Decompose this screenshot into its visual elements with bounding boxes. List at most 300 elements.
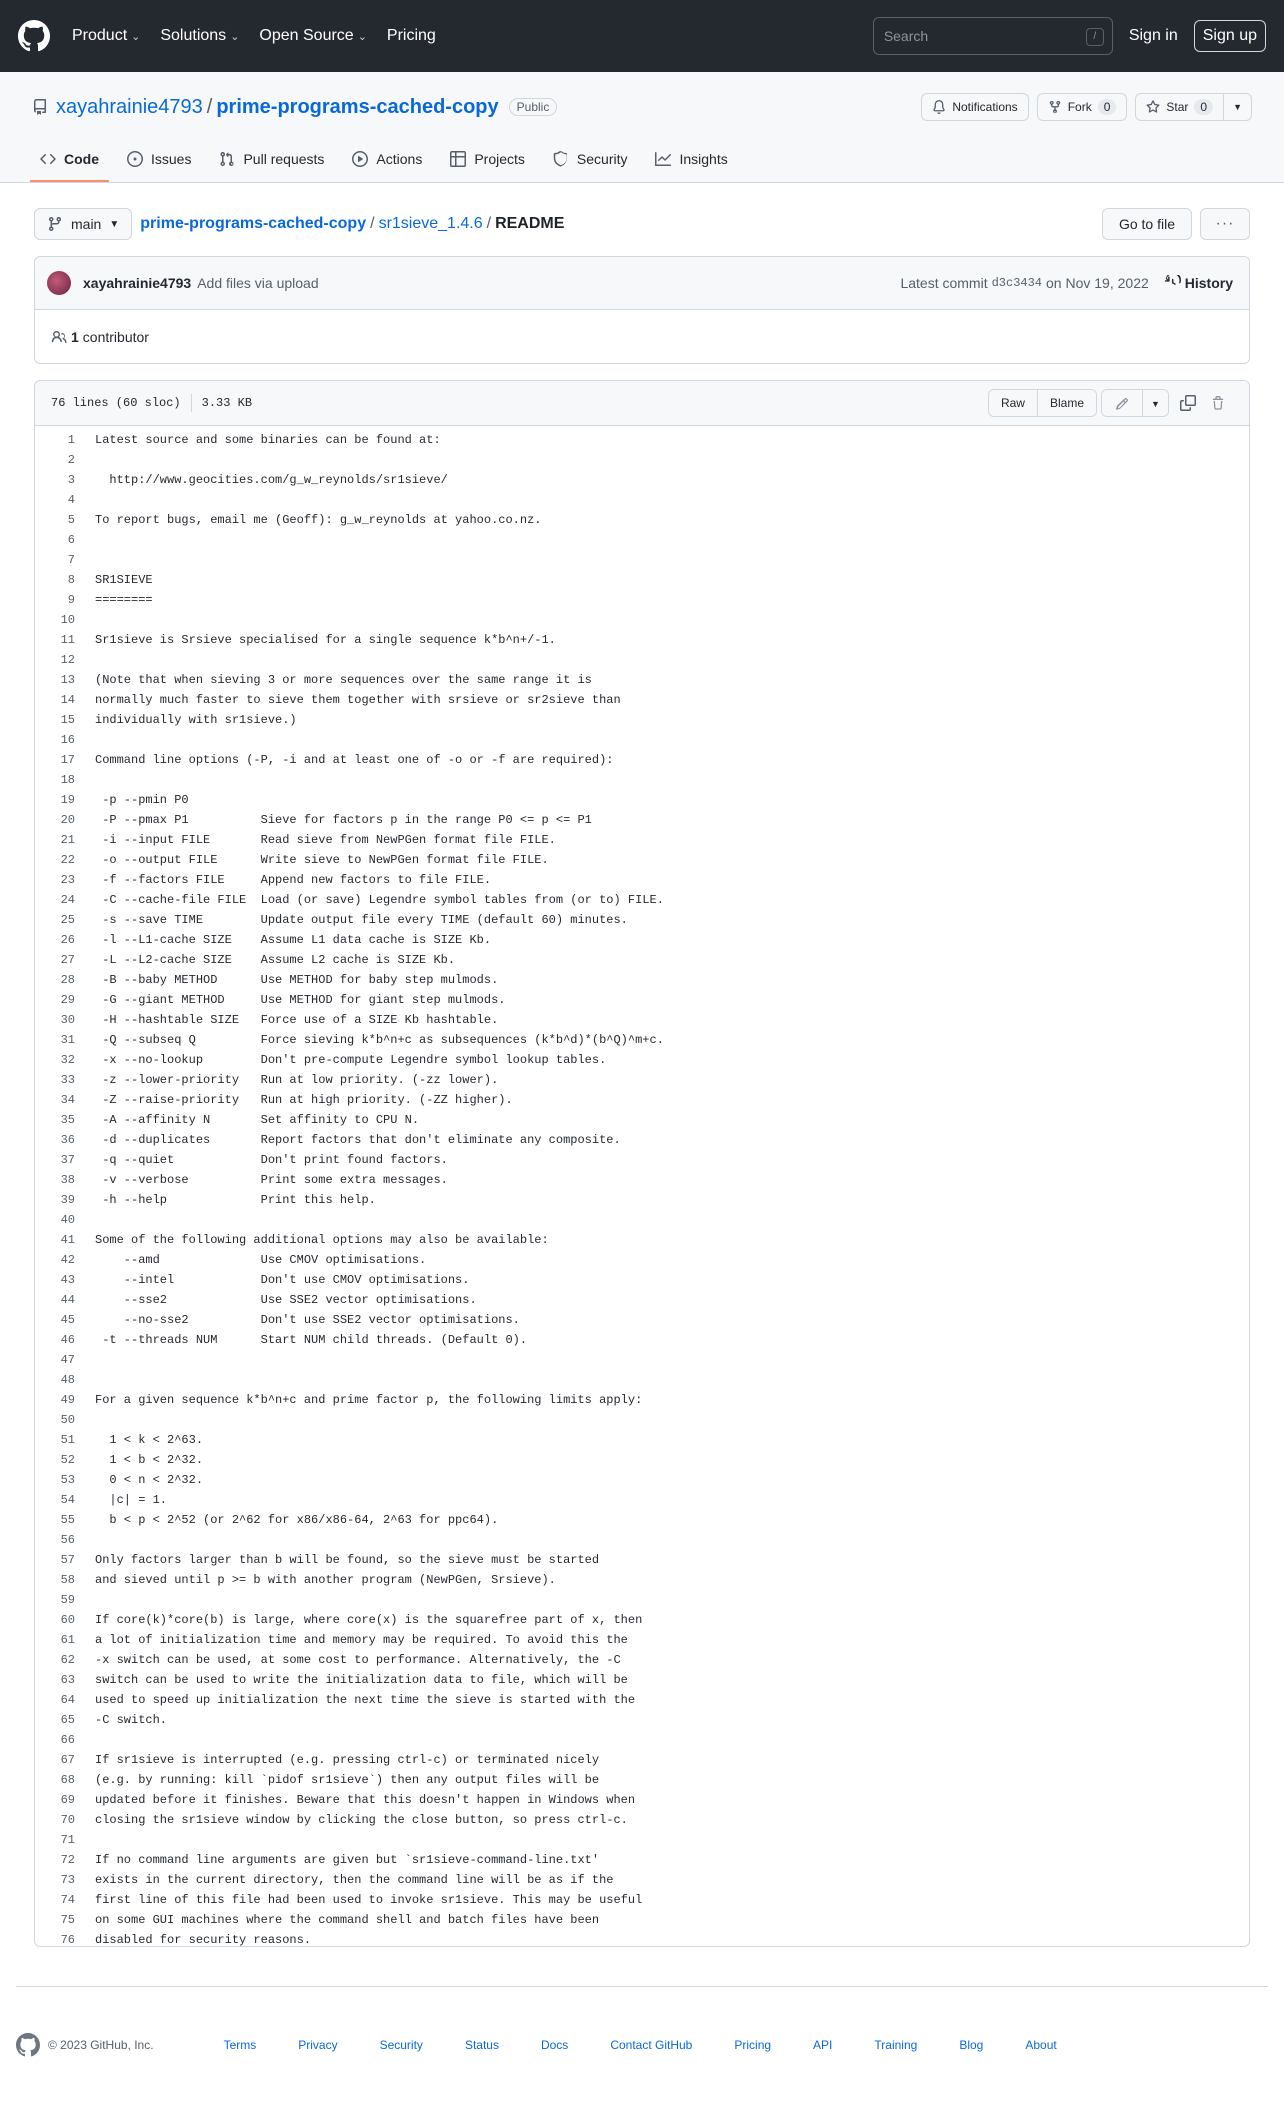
code-line xyxy=(35,930,1249,950)
edit-button[interactable] xyxy=(1102,390,1142,417)
line-text: If no command line arguments are given but `sr1sieve-command-line.txt' xyxy=(95,1853,600,1867)
line-text: -v --verbose Print some extra messages. xyxy=(95,1173,448,1187)
code-line xyxy=(35,1530,1249,1550)
line-text xyxy=(75,730,95,750)
line-number[interactable]: 44 xyxy=(60,1293,75,1307)
line-number[interactable]: 34 xyxy=(60,1093,75,1107)
caret-down-icon: ▼ xyxy=(1151,399,1160,409)
caret-down-icon: ▼ xyxy=(1233,102,1242,112)
line-text: -Z --raise-priority Run at high priority. (-ZZ higher). xyxy=(95,1093,513,1107)
file-info xyxy=(51,394,252,412)
line-number[interactable]: 66 xyxy=(60,1733,75,1747)
line-text: --amd Use CMOV optimisations. xyxy=(95,1253,427,1267)
line-text: -z --lower-priority Run at low priority. (-zz lower). xyxy=(95,1073,499,1087)
line-text: -h --help Print this help. xyxy=(95,1193,376,1207)
line-number[interactable]: 51 xyxy=(60,1433,75,1447)
code-line xyxy=(35,1250,1249,1270)
play-icon xyxy=(352,151,368,167)
copy-icon xyxy=(1180,395,1196,411)
footer-link-docs[interactable]: Docs xyxy=(540,2038,569,2052)
star-group xyxy=(1135,93,1252,121)
footer-copyright: © 2023 GitHub, Inc. xyxy=(48,2038,154,2052)
commit-author-link[interactable]: xayahrainie4793 xyxy=(83,275,192,291)
line-number[interactable]: 22 xyxy=(60,853,75,867)
line-text: -C switch. xyxy=(95,1713,168,1727)
line-text: -H --hashtable SIZE Force use of a SIZE Kb hashtable. xyxy=(95,1013,499,1027)
caret-down-icon: ▼ xyxy=(109,218,120,230)
code-line xyxy=(35,1630,1249,1650)
line-number[interactable]: 42 xyxy=(60,1253,75,1267)
pull-request-icon xyxy=(219,151,235,167)
code-line xyxy=(35,1430,1249,1450)
code-line xyxy=(35,770,1249,790)
code-line xyxy=(35,1390,1249,1410)
line-number[interactable]: 28 xyxy=(60,973,75,987)
line-text: -l --L1-cache SIZE Assume L1 data cache is SIZE Kb. xyxy=(95,933,492,947)
code-line xyxy=(35,970,1249,990)
line-number[interactable]: 35 xyxy=(60,1113,75,1127)
code-line xyxy=(35,1850,1249,1870)
footer-row xyxy=(16,2033,1268,2057)
line-number[interactable]: 75 xyxy=(60,1913,75,1927)
footer-link-training[interactable]: Training xyxy=(874,2038,918,2052)
line-number[interactable]: 50 xyxy=(60,1413,75,1427)
line-text: --sse2 Use SSE2 vector optimisations. xyxy=(95,1293,477,1307)
code-line xyxy=(35,1510,1249,1530)
line-number[interactable]: 70 xyxy=(60,1813,75,1827)
line-text: To report bugs, email me (Geoff): g_w_reynolds at yahoo.co.nz. xyxy=(95,513,542,527)
line-text: Sr1sieve is Srsieve specialised for a single sequence k*b^n+/-1. xyxy=(95,633,556,647)
line-number[interactable]: 36 xyxy=(60,1133,75,1147)
line-text: updated before it finishes. Beware that this doesn't happen in Windows when xyxy=(95,1793,636,1807)
line-number[interactable]: 48 xyxy=(60,1373,75,1387)
star-button[interactable]: Star 0 xyxy=(1135,93,1224,121)
code-line xyxy=(35,710,1249,730)
history-icon xyxy=(1165,275,1181,291)
code-line xyxy=(35,490,1249,510)
branch-icon xyxy=(47,216,63,232)
line-number[interactable]: 47 xyxy=(60,1353,75,1367)
line-text: disabled for security reasons. xyxy=(95,1933,312,1947)
tab-issues[interactable]: Issues xyxy=(117,136,201,182)
code-line xyxy=(35,630,1249,650)
github-logo-icon[interactable] xyxy=(18,20,50,52)
delete-button[interactable] xyxy=(1203,389,1233,417)
footer-link-pricing[interactable]: Pricing xyxy=(734,2038,772,2052)
line-text xyxy=(75,1830,95,1850)
line-text: 1 < b < 2^32. xyxy=(95,1453,204,1467)
people-icon xyxy=(51,329,67,345)
line-text: -G --giant METHOD Use METHOD for giant step mulmods. xyxy=(95,993,506,1007)
line-text: -Q --subseq Q Force sieving k*b^n+c as subsequences (k*b^d)*(b^Q)^m+c. xyxy=(95,1033,664,1047)
line-text: a lot of initialization time and memory may be required. To avoid this the xyxy=(95,1633,628,1647)
line-text xyxy=(75,650,95,670)
code-line xyxy=(35,470,1249,490)
code-line xyxy=(35,1290,1249,1310)
line-number[interactable]: 49 xyxy=(60,1393,75,1407)
line-number[interactable]: 62 xyxy=(60,1653,75,1667)
line-text: If core(k)*core(b) is large, where core(x) is the squarefree part of x, then xyxy=(95,1613,643,1627)
line-number[interactable]: 37 xyxy=(60,1153,75,1167)
line-number[interactable]: 55 xyxy=(60,1513,75,1527)
line-text: -o --output FILE Write sieve to NewPGen format file FILE. xyxy=(95,853,549,867)
line-number[interactable]: 8 xyxy=(67,573,75,587)
line-number[interactable]: 16 xyxy=(60,733,75,747)
line-number[interactable]: 7 xyxy=(67,553,75,567)
line-text: -f --factors FILE Append new factors to file FILE. xyxy=(95,873,492,887)
line-number[interactable]: 40 xyxy=(60,1213,75,1227)
tab-code[interactable]: Code xyxy=(30,136,109,182)
line-number[interactable]: 71 xyxy=(60,1833,75,1847)
visibility-badge: Public xyxy=(509,98,558,116)
github-logo-icon[interactable] xyxy=(16,2033,40,2057)
code-line xyxy=(35,1210,1249,1230)
line-number[interactable]: 72 xyxy=(60,1853,75,1867)
line-number[interactable]: 29 xyxy=(60,993,75,1007)
line-number[interactable]: 39 xyxy=(60,1193,75,1207)
code-line xyxy=(35,1470,1249,1490)
line-text: SR1SIEVE xyxy=(95,573,153,587)
line-text: ======== xyxy=(95,593,153,607)
line-text: 0 < n < 2^32. xyxy=(95,1473,204,1487)
file-navigation xyxy=(34,207,1250,241)
file-size: 3.33 KB xyxy=(201,396,253,410)
code-line xyxy=(35,730,1249,750)
notifications-button[interactable]: Notifications xyxy=(921,93,1028,121)
code-line xyxy=(35,570,1249,590)
line-number[interactable]: 17 xyxy=(60,753,75,767)
code-line xyxy=(35,1350,1249,1370)
line-text xyxy=(75,1410,95,1430)
line-number[interactable]: 10 xyxy=(60,613,75,627)
repo-actions xyxy=(913,93,1252,121)
line-number[interactable]: 64 xyxy=(60,1693,75,1707)
line-text: 1 < k < 2^63. xyxy=(95,1433,204,1447)
repo-icon xyxy=(32,99,48,115)
code-line xyxy=(35,1650,1249,1670)
code-line xyxy=(35,810,1249,830)
code-line xyxy=(35,1590,1249,1610)
avatar[interactable] xyxy=(47,271,71,295)
go-to-file-button[interactable]: Go to file xyxy=(1102,208,1192,240)
line-number[interactable]: 58 xyxy=(60,1573,75,1587)
line-number[interactable]: 60 xyxy=(60,1613,75,1627)
line-number[interactable]: 38 xyxy=(60,1173,75,1187)
code-line xyxy=(35,1170,1249,1190)
code-line xyxy=(35,1930,1249,1947)
code-line xyxy=(35,1490,1249,1510)
footer-link-terms[interactable]: Terms xyxy=(223,2038,257,2052)
line-text: -p --pmin P0 xyxy=(95,793,189,807)
edit-dropdown-button[interactable] xyxy=(1142,390,1168,417)
repo-title-row xyxy=(32,92,1252,122)
line-number[interactable]: 2 xyxy=(67,453,75,467)
line-number[interactable]: 73 xyxy=(60,1873,75,1887)
code-line xyxy=(35,1330,1249,1350)
code-line xyxy=(35,1270,1249,1290)
line-number[interactable]: 25 xyxy=(60,913,75,927)
code-line xyxy=(35,1710,1249,1730)
code-line xyxy=(35,530,1249,550)
line-text xyxy=(75,770,95,790)
code-line xyxy=(35,1370,1249,1390)
fork-button[interactable]: Fork 0 xyxy=(1037,93,1128,121)
commit-sha-link[interactable]: d3c3434 xyxy=(991,276,1043,290)
chevron-down-icon: ⌄ xyxy=(357,30,367,43)
line-text: -P --pmax P1 Sieve for factors p in the range P0 <= p <= P1 xyxy=(95,813,592,827)
blame-button[interactable]: Blame xyxy=(1037,390,1096,416)
line-number[interactable]: 31 xyxy=(60,1033,75,1047)
search-input[interactable]: Search / xyxy=(873,17,1113,55)
line-text: and sieved until p >= b with another program (NewPGen, Srsieve). xyxy=(95,1573,556,1587)
nav-open-source[interactable]: Open Source ⌄ xyxy=(259,27,367,44)
raw-button[interactable]: Raw xyxy=(989,390,1037,416)
latest-commit-bar xyxy=(35,257,1249,310)
line-text: For a given sequence k*b^n+c and prime factor p, the following limits apply: xyxy=(95,1393,643,1407)
code-line xyxy=(35,1130,1249,1150)
line-text: closing the sr1sieve window by clicking the close button, so press ctrl-c. xyxy=(95,1813,628,1827)
line-number[interactable]: 13 xyxy=(60,673,75,687)
line-text: on some GUI machines where the command shell and batch files have been xyxy=(95,1913,600,1927)
code-line xyxy=(35,1870,1249,1890)
code-line xyxy=(35,610,1249,630)
line-text xyxy=(75,1730,95,1750)
code-line xyxy=(35,690,1249,710)
line-number[interactable]: 6 xyxy=(67,533,75,547)
nav-pricing[interactable]: Pricing xyxy=(386,27,436,44)
history-link[interactable]: History xyxy=(1165,275,1233,291)
line-number[interactable]: 76 xyxy=(60,1933,75,1947)
code-line xyxy=(35,1790,1249,1810)
code-line xyxy=(35,1310,1249,1330)
code-line xyxy=(35,1830,1249,1850)
line-text xyxy=(75,550,95,570)
code-line xyxy=(35,1890,1249,1910)
line-text: -C --cache-file FILE Load (or save) Legendre symbol tables from (or to) FILE. xyxy=(95,893,664,907)
line-number[interactable]: 9 xyxy=(67,593,75,607)
line-number[interactable]: 46 xyxy=(60,1333,75,1347)
issue-icon xyxy=(127,151,143,167)
line-text: -i --input FILE Read sieve from NewPGen format file FILE. xyxy=(95,833,556,847)
code-line xyxy=(35,790,1249,810)
line-text: -L --L2-cache SIZE Assume L2 cache is SIZE Kb. xyxy=(95,953,456,967)
commit-meta xyxy=(900,275,1233,291)
code-line xyxy=(35,850,1249,870)
line-number[interactable]: 4 xyxy=(67,493,75,507)
chevron-down-icon: ⌄ xyxy=(131,30,141,43)
line-number[interactable]: 14 xyxy=(60,693,75,707)
code-line xyxy=(35,910,1249,930)
code-line xyxy=(35,1110,1249,1130)
line-number[interactable]: 18 xyxy=(60,773,75,787)
code-line xyxy=(35,1570,1249,1590)
file-header xyxy=(35,381,1249,426)
code-line xyxy=(35,1450,1249,1470)
line-number[interactable]: 11 xyxy=(60,633,75,647)
contributors-count: 1 xyxy=(71,328,79,345)
table-icon xyxy=(450,151,466,167)
line-number[interactable]: 74 xyxy=(60,1893,75,1907)
line-number[interactable]: 63 xyxy=(60,1673,75,1687)
line-number[interactable]: 67 xyxy=(60,1753,75,1767)
line-text: normally much faster to sieve them together with srsieve or sr2sieve than xyxy=(95,693,621,707)
code-line xyxy=(35,450,1249,470)
line-text: -q --quiet Don't print found factors. xyxy=(95,1153,448,1167)
line-text: used to speed up initialization the next time the sieve is started with the xyxy=(95,1693,636,1707)
repo-name-link[interactable]: prime-programs-cached-copy xyxy=(216,95,499,118)
commit-date: on Nov 19, 2022 xyxy=(1046,275,1149,291)
footer-link-api[interactable]: API xyxy=(813,2038,833,2052)
tab-insights[interactable]: Insights xyxy=(645,136,737,182)
footer-link-security[interactable]: Security xyxy=(379,2038,423,2052)
code-line xyxy=(35,1230,1249,1250)
line-number[interactable]: 68 xyxy=(60,1773,75,1787)
code-line xyxy=(35,1770,1249,1790)
code-icon xyxy=(40,151,56,167)
code-line xyxy=(35,890,1249,910)
line-number[interactable]: 3 xyxy=(67,473,75,487)
line-number[interactable]: 30 xyxy=(60,1013,75,1027)
line-number[interactable]: 19 xyxy=(60,793,75,807)
line-text xyxy=(75,530,95,550)
line-text xyxy=(75,450,95,470)
search-shortcut-hint: / xyxy=(1086,28,1104,46)
line-number[interactable]: 53 xyxy=(60,1473,75,1487)
sign-up-button[interactable]: Sign up xyxy=(1194,20,1266,52)
pencil-icon xyxy=(1115,397,1129,411)
line-text: -t --threads NUM Start NUM child threads. (Default 0). xyxy=(95,1333,528,1347)
code-line xyxy=(35,870,1249,890)
line-number[interactable]: 54 xyxy=(60,1493,75,1507)
star-dropdown-button[interactable] xyxy=(1224,93,1252,121)
branch-selector[interactable]: main ▼ xyxy=(34,208,132,240)
line-text: -s --save TIME Update output file every TIME (default 60) minutes. xyxy=(95,913,628,927)
code-line xyxy=(35,650,1249,670)
line-text: (Note that when sieving 3 or more sequences over the same range it is xyxy=(95,673,592,687)
line-text: -A --affinity N Set affinity to CPU N. xyxy=(95,1113,420,1127)
code-line xyxy=(35,550,1249,570)
trash-icon xyxy=(1211,396,1225,410)
line-count: 76 lines (60 sloc) xyxy=(51,396,181,410)
line-number[interactable]: 12 xyxy=(60,653,75,667)
line-number[interactable]: 20 xyxy=(60,813,75,827)
line-number[interactable]: 1 xyxy=(67,433,75,447)
nav-solutions[interactable]: Solutions ⌄ xyxy=(160,27,240,44)
breadcrumb-dir-link[interactable]: sr1sieve_1.4.6 xyxy=(378,215,483,232)
line-number[interactable]: 5 xyxy=(67,513,75,527)
line-number[interactable]: 61 xyxy=(60,1633,75,1647)
line-number[interactable]: 59 xyxy=(60,1593,75,1607)
tab-pull-requests[interactable]: Pull requests xyxy=(209,136,334,182)
line-text xyxy=(75,1370,95,1390)
line-text xyxy=(75,490,95,510)
sign-in-link[interactable]: Sign in xyxy=(1128,27,1178,44)
line-text: |c| = 1. xyxy=(95,1493,168,1507)
breadcrumb-file: README xyxy=(495,215,565,232)
breadcrumb-repo-link[interactable]: prime-programs-cached-copy xyxy=(140,215,367,232)
line-number[interactable]: 26 xyxy=(60,933,75,947)
line-number[interactable]: 69 xyxy=(60,1793,75,1807)
line-text: individually with sr1sieve.) xyxy=(95,713,297,727)
line-number[interactable]: 32 xyxy=(60,1053,75,1067)
bell-icon xyxy=(932,100,946,114)
code-line xyxy=(35,1810,1249,1830)
line-text: -d --duplicates Report factors that don't eliminate any composite. xyxy=(95,1133,621,1147)
tab-security[interactable]: Security xyxy=(543,136,638,182)
footer-link-privacy[interactable]: Privacy xyxy=(298,2038,338,2052)
line-text: --intel Don't use CMOV optimisations. xyxy=(95,1273,470,1287)
nav-product[interactable]: Product ⌄ xyxy=(72,27,141,44)
fork-count: 0 xyxy=(1098,99,1117,115)
code-line xyxy=(35,990,1249,1010)
footer-link-about[interactable]: About xyxy=(1025,2038,1057,2052)
line-number[interactable]: 43 xyxy=(60,1273,75,1287)
code-line xyxy=(35,1010,1249,1030)
code-line xyxy=(35,430,1249,450)
site-header xyxy=(0,0,1284,72)
main-nav xyxy=(72,27,456,45)
line-text: exists in the current directory, then the command line will be as if the xyxy=(95,1873,614,1887)
tab-actions[interactable]: Actions xyxy=(342,136,432,182)
file-actions xyxy=(988,389,1233,417)
footer-link-status[interactable]: Status xyxy=(464,2038,499,2052)
line-number[interactable]: 21 xyxy=(60,833,75,847)
line-text: -B --baby METHOD Use METHOD for baby step mulmods. xyxy=(95,973,499,987)
code-line xyxy=(35,1550,1249,1570)
more-options-button[interactable]: ··· xyxy=(1200,208,1250,240)
line-text: Latest source and some binaries can be found at: xyxy=(95,433,441,447)
line-text: Some of the following additional options may also be available: xyxy=(95,1233,549,1247)
line-number[interactable]: 23 xyxy=(60,873,75,887)
line-text: -x --no-lookup Don't pre-compute Legendre symbol lookup tables. xyxy=(95,1053,607,1067)
file-viewer xyxy=(34,380,1250,1947)
code-line xyxy=(35,670,1249,690)
file-nav-actions xyxy=(1102,208,1250,240)
line-number[interactable]: 45 xyxy=(60,1313,75,1327)
commit-message[interactable]: Add files via upload xyxy=(197,275,319,291)
code-line xyxy=(35,1610,1249,1630)
line-text: Command line options (-P, -i and at least one of -o or -f are required): xyxy=(95,753,614,767)
breadcrumb: prime-programs-cached-copy / sr1sieve_1.4.6 / README xyxy=(140,215,565,232)
footer-link-blog[interactable]: Blog xyxy=(959,2038,984,2052)
line-text xyxy=(75,1350,95,1370)
commit-box xyxy=(34,256,1250,364)
line-number[interactable]: 27 xyxy=(60,953,75,967)
repo-owner-link[interactable]: xayahrainie4793 xyxy=(56,95,203,118)
tab-projects[interactable]: Projects xyxy=(440,136,535,182)
line-number[interactable]: 15 xyxy=(60,713,75,727)
star-count: 0 xyxy=(1194,99,1213,115)
line-text: b < p < 2^52 (or 2^62 for x86/x86-64, 2^63 for ppc64). xyxy=(95,1513,499,1527)
code-line xyxy=(35,1090,1249,1110)
line-number[interactable]: 41 xyxy=(60,1233,75,1247)
code-line xyxy=(35,750,1249,770)
code-line xyxy=(35,1750,1249,1770)
line-number[interactable]: 56 xyxy=(60,1533,75,1547)
line-number[interactable]: 52 xyxy=(60,1453,75,1467)
copy-raw-button[interactable] xyxy=(1173,389,1203,417)
code-line xyxy=(35,510,1249,530)
contributors-row[interactable] xyxy=(35,310,1249,363)
line-number[interactable]: 33 xyxy=(60,1073,75,1087)
line-number[interactable]: 65 xyxy=(60,1713,75,1727)
line-number[interactable]: 57 xyxy=(60,1553,75,1567)
code-line xyxy=(35,1030,1249,1050)
code-line xyxy=(35,1910,1249,1930)
line-number[interactable]: 24 xyxy=(60,893,75,907)
footer-link-contact[interactable]: Contact GitHub xyxy=(610,2038,693,2052)
line-text xyxy=(75,1590,95,1610)
